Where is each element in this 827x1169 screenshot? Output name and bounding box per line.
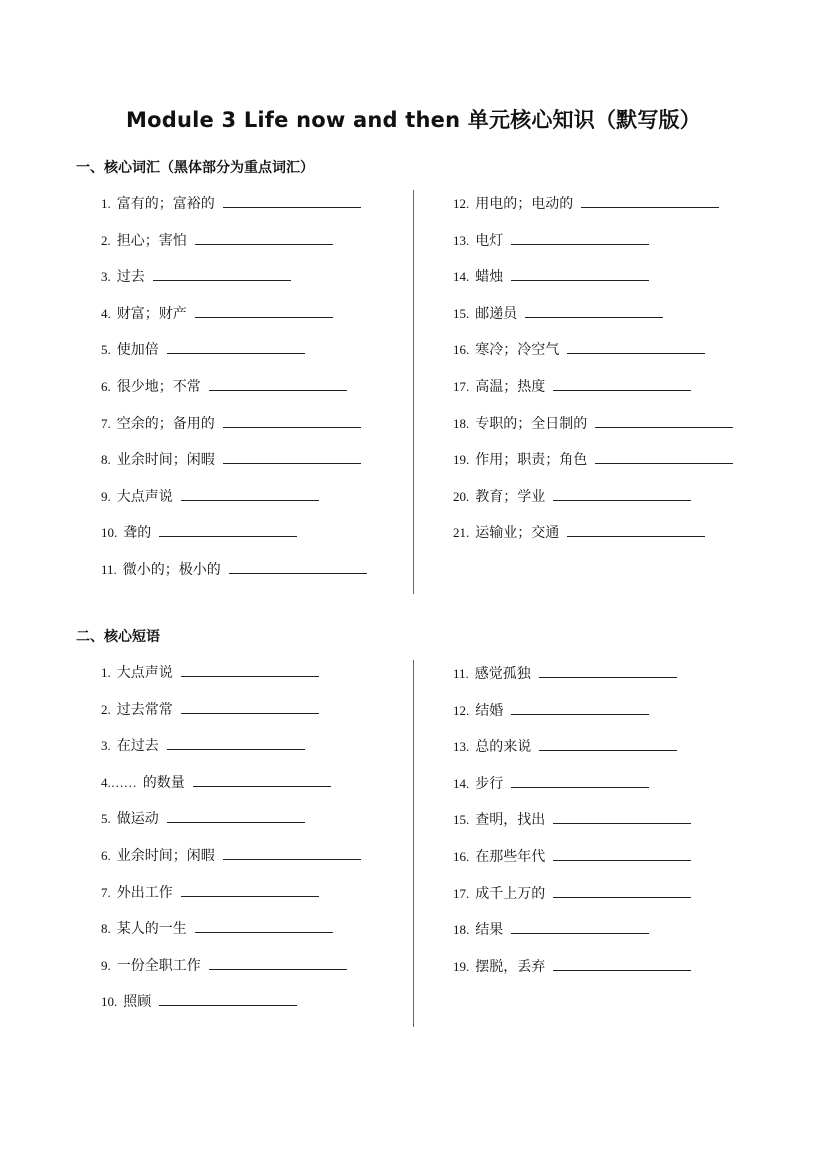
answer-blank[interactable] xyxy=(595,413,733,428)
worksheet-item xyxy=(101,662,319,680)
answer-blank[interactable] xyxy=(553,846,691,861)
worksheet-item xyxy=(101,339,305,357)
answer-blank[interactable] xyxy=(223,449,361,464)
answer-blank[interactable] xyxy=(567,339,705,354)
worksheet-item xyxy=(101,266,291,284)
item-number: 21. xyxy=(453,525,470,541)
worksheet-item xyxy=(101,699,319,717)
item-term: 过去常常 xyxy=(116,701,173,718)
item-term: 财富；财产 xyxy=(116,305,187,322)
item-number: 17. xyxy=(453,379,470,394)
item-term: 过去 xyxy=(116,269,145,286)
item-term: 某人的一生 xyxy=(116,921,187,938)
item-number: 14. xyxy=(453,775,470,791)
answer-blank[interactable] xyxy=(223,845,361,860)
item-term: 业余时间；闲暇 xyxy=(116,452,215,469)
item-term: 做运动 xyxy=(116,811,159,828)
item-number: 13. xyxy=(453,232,470,248)
worksheet-item xyxy=(101,193,361,211)
worksheet-item xyxy=(453,266,649,284)
worksheet-item xyxy=(453,303,663,321)
item-number: 20. xyxy=(453,488,470,504)
worksheet-item xyxy=(101,486,319,504)
item-number: 14. xyxy=(453,269,470,285)
item-number: 7. xyxy=(101,415,111,431)
answer-blank[interactable] xyxy=(167,735,305,750)
item-term: 感觉孤独 xyxy=(474,666,531,682)
item-number: 16. xyxy=(453,849,470,864)
answer-blank[interactable] xyxy=(553,883,691,898)
item-term: 业余时间；闲暇 xyxy=(116,848,215,864)
answer-blank[interactable] xyxy=(553,956,691,971)
item-term: 总的来说 xyxy=(475,739,532,756)
answer-blank[interactable] xyxy=(159,991,297,1006)
answer-blank[interactable] xyxy=(167,339,305,354)
answer-blank[interactable] xyxy=(167,808,305,823)
item-number: 1. xyxy=(101,665,111,680)
item-number: 13. xyxy=(453,739,470,755)
worksheet-item xyxy=(453,846,691,864)
answer-blank[interactable] xyxy=(567,522,705,537)
item-number: 8. xyxy=(101,921,111,937)
item-term: 教育；学业 xyxy=(475,488,546,505)
answer-blank[interactable] xyxy=(229,559,367,574)
worksheet-item xyxy=(453,522,705,540)
item-term: 使加倍 xyxy=(116,342,159,359)
item-number: 11. xyxy=(453,666,469,681)
item-number: 11. xyxy=(101,562,117,577)
item-term: 高温；热度 xyxy=(475,379,546,395)
item-term: 邮递员 xyxy=(475,305,518,322)
item-term: 外出工作 xyxy=(116,884,173,901)
item-number: 15. xyxy=(453,812,470,828)
worksheet-item xyxy=(453,449,733,467)
worksheet-item xyxy=(453,486,691,504)
worksheet-item xyxy=(101,559,367,577)
column-divider xyxy=(413,190,414,594)
item-term: 在过去 xyxy=(116,738,159,755)
worksheet-item xyxy=(101,808,305,826)
item-number: 18. xyxy=(453,415,470,431)
item-term: 寒冷；冷空气 xyxy=(475,342,560,359)
item-term: 运输业；交通 xyxy=(475,525,560,542)
item-term: 查明，找出 xyxy=(475,812,546,829)
item-number: 12. xyxy=(453,196,470,211)
answer-blank[interactable] xyxy=(195,303,333,318)
item-term: 成千上万的 xyxy=(475,885,546,902)
worksheet-item xyxy=(453,339,705,357)
worksheet-item xyxy=(453,956,691,974)
worksheet-item xyxy=(101,845,361,863)
answer-blank[interactable] xyxy=(181,882,319,897)
section-phrases-heading: 二、核心短语 xyxy=(76,629,160,645)
answer-blank[interactable] xyxy=(223,413,361,428)
worksheet-item xyxy=(453,700,649,718)
worksheet-item xyxy=(101,735,305,753)
item-term: 大点声说 xyxy=(116,488,173,505)
item-number: 9. xyxy=(101,957,111,973)
item-term: 的数量 xyxy=(142,774,185,791)
answer-blank[interactable] xyxy=(553,376,691,391)
worksheet-item xyxy=(101,449,361,467)
item-term: 结婚 xyxy=(475,702,504,719)
worksheet-item xyxy=(101,230,333,248)
worksheet-item xyxy=(453,376,691,394)
worksheet-item xyxy=(101,772,331,790)
answer-blank[interactable] xyxy=(595,449,733,464)
answer-blank[interactable] xyxy=(153,266,291,281)
answer-blank[interactable] xyxy=(195,918,333,933)
answer-blank[interactable] xyxy=(159,522,297,537)
answer-blank[interactable] xyxy=(525,303,663,318)
worksheet-item xyxy=(453,736,677,754)
answer-blank[interactable] xyxy=(553,809,691,824)
item-term: 作用；职责；角色 xyxy=(475,452,588,469)
answer-blank[interactable] xyxy=(539,663,677,678)
worksheet-item xyxy=(453,230,649,248)
answer-blank[interactable] xyxy=(223,193,361,208)
item-number: 10. xyxy=(101,994,118,1010)
item-term: 富有的；富裕的 xyxy=(116,196,215,212)
item-term: 很少地；不常 xyxy=(116,379,201,395)
answer-blank[interactable] xyxy=(511,919,649,934)
item-number: 7. xyxy=(101,884,111,900)
item-number: 18. xyxy=(453,922,470,938)
item-term: 电灯 xyxy=(475,232,504,249)
answer-blank[interactable] xyxy=(511,700,649,715)
worksheet-item xyxy=(101,991,297,1009)
worksheet-item xyxy=(453,883,691,901)
item-term: 聋的 xyxy=(123,525,152,542)
answer-blank[interactable] xyxy=(193,772,331,787)
worksheet-item xyxy=(101,882,319,900)
answer-blank[interactable] xyxy=(581,193,719,208)
item-term: 步行 xyxy=(475,775,504,792)
item-number: 3. xyxy=(101,738,111,754)
answer-blank[interactable] xyxy=(181,486,319,501)
item-term: 一份全职工作 xyxy=(116,957,201,974)
item-number: 12. xyxy=(453,702,470,718)
item-number: 5. xyxy=(101,342,111,358)
item-number: 5. xyxy=(101,811,111,827)
item-number: 2. xyxy=(101,701,111,717)
item-number: 15. xyxy=(453,305,470,321)
answer-blank[interactable] xyxy=(511,230,649,245)
worksheet-item xyxy=(101,522,297,540)
worksheet-item xyxy=(101,376,347,394)
page-title: Module 3 Life now and then 单元核心知识（默写版） xyxy=(126,108,701,132)
answer-blank[interactable] xyxy=(553,486,691,501)
item-number: 1. xyxy=(101,196,111,211)
item-number: 9. xyxy=(101,488,111,504)
section-vocabulary-heading: 一、核心词汇（黑体部分为重点词汇） xyxy=(76,160,314,176)
worksheet-item xyxy=(453,193,719,211)
item-term: 专职的；全日制的 xyxy=(475,415,588,432)
worksheet-item xyxy=(101,413,361,431)
item-term: 空余的；备用的 xyxy=(116,415,215,432)
answer-blank[interactable] xyxy=(511,266,649,281)
item-number: 17. xyxy=(453,885,470,901)
worksheet-item xyxy=(453,919,649,937)
item-number: 16. xyxy=(453,342,470,358)
item-term: 大点声说 xyxy=(116,665,173,681)
answer-blank[interactable] xyxy=(511,773,649,788)
answer-blank[interactable] xyxy=(209,955,347,970)
item-number: 8. xyxy=(101,452,111,468)
answer-blank[interactable] xyxy=(539,736,677,751)
item-term: 在那些年代 xyxy=(475,849,546,865)
item-number: 4. xyxy=(101,305,111,321)
worksheet-item xyxy=(101,303,333,321)
worksheet-item xyxy=(453,809,691,827)
worksheet-item xyxy=(453,663,677,681)
item-term: 摆脱，丢弃 xyxy=(475,958,546,975)
item-term: 担心；害怕 xyxy=(116,232,187,249)
item-number: 4.…… xyxy=(101,774,137,790)
item-number: 19. xyxy=(453,452,470,468)
item-number: 6. xyxy=(101,848,111,863)
item-term: 结果 xyxy=(475,922,504,939)
answer-blank[interactable] xyxy=(209,376,347,391)
worksheet-item xyxy=(453,773,649,791)
worksheet-item xyxy=(101,955,347,973)
answer-blank[interactable] xyxy=(181,662,319,677)
item-term: 照顾 xyxy=(123,994,152,1011)
item-term: 用电的；电动的 xyxy=(475,196,574,212)
answer-blank[interactable] xyxy=(181,699,319,714)
worksheet-item xyxy=(101,918,333,936)
item-number: 19. xyxy=(453,958,470,974)
answer-blank[interactable] xyxy=(195,230,333,245)
item-number: 3. xyxy=(101,269,111,285)
item-term: 微小的；极小的 xyxy=(122,562,221,578)
item-number: 2. xyxy=(101,232,111,248)
column-divider xyxy=(413,660,414,1027)
item-number: 10. xyxy=(101,525,118,541)
item-number: 6. xyxy=(101,379,111,394)
item-term: 蜡烛 xyxy=(475,269,504,286)
worksheet-item xyxy=(453,413,733,431)
